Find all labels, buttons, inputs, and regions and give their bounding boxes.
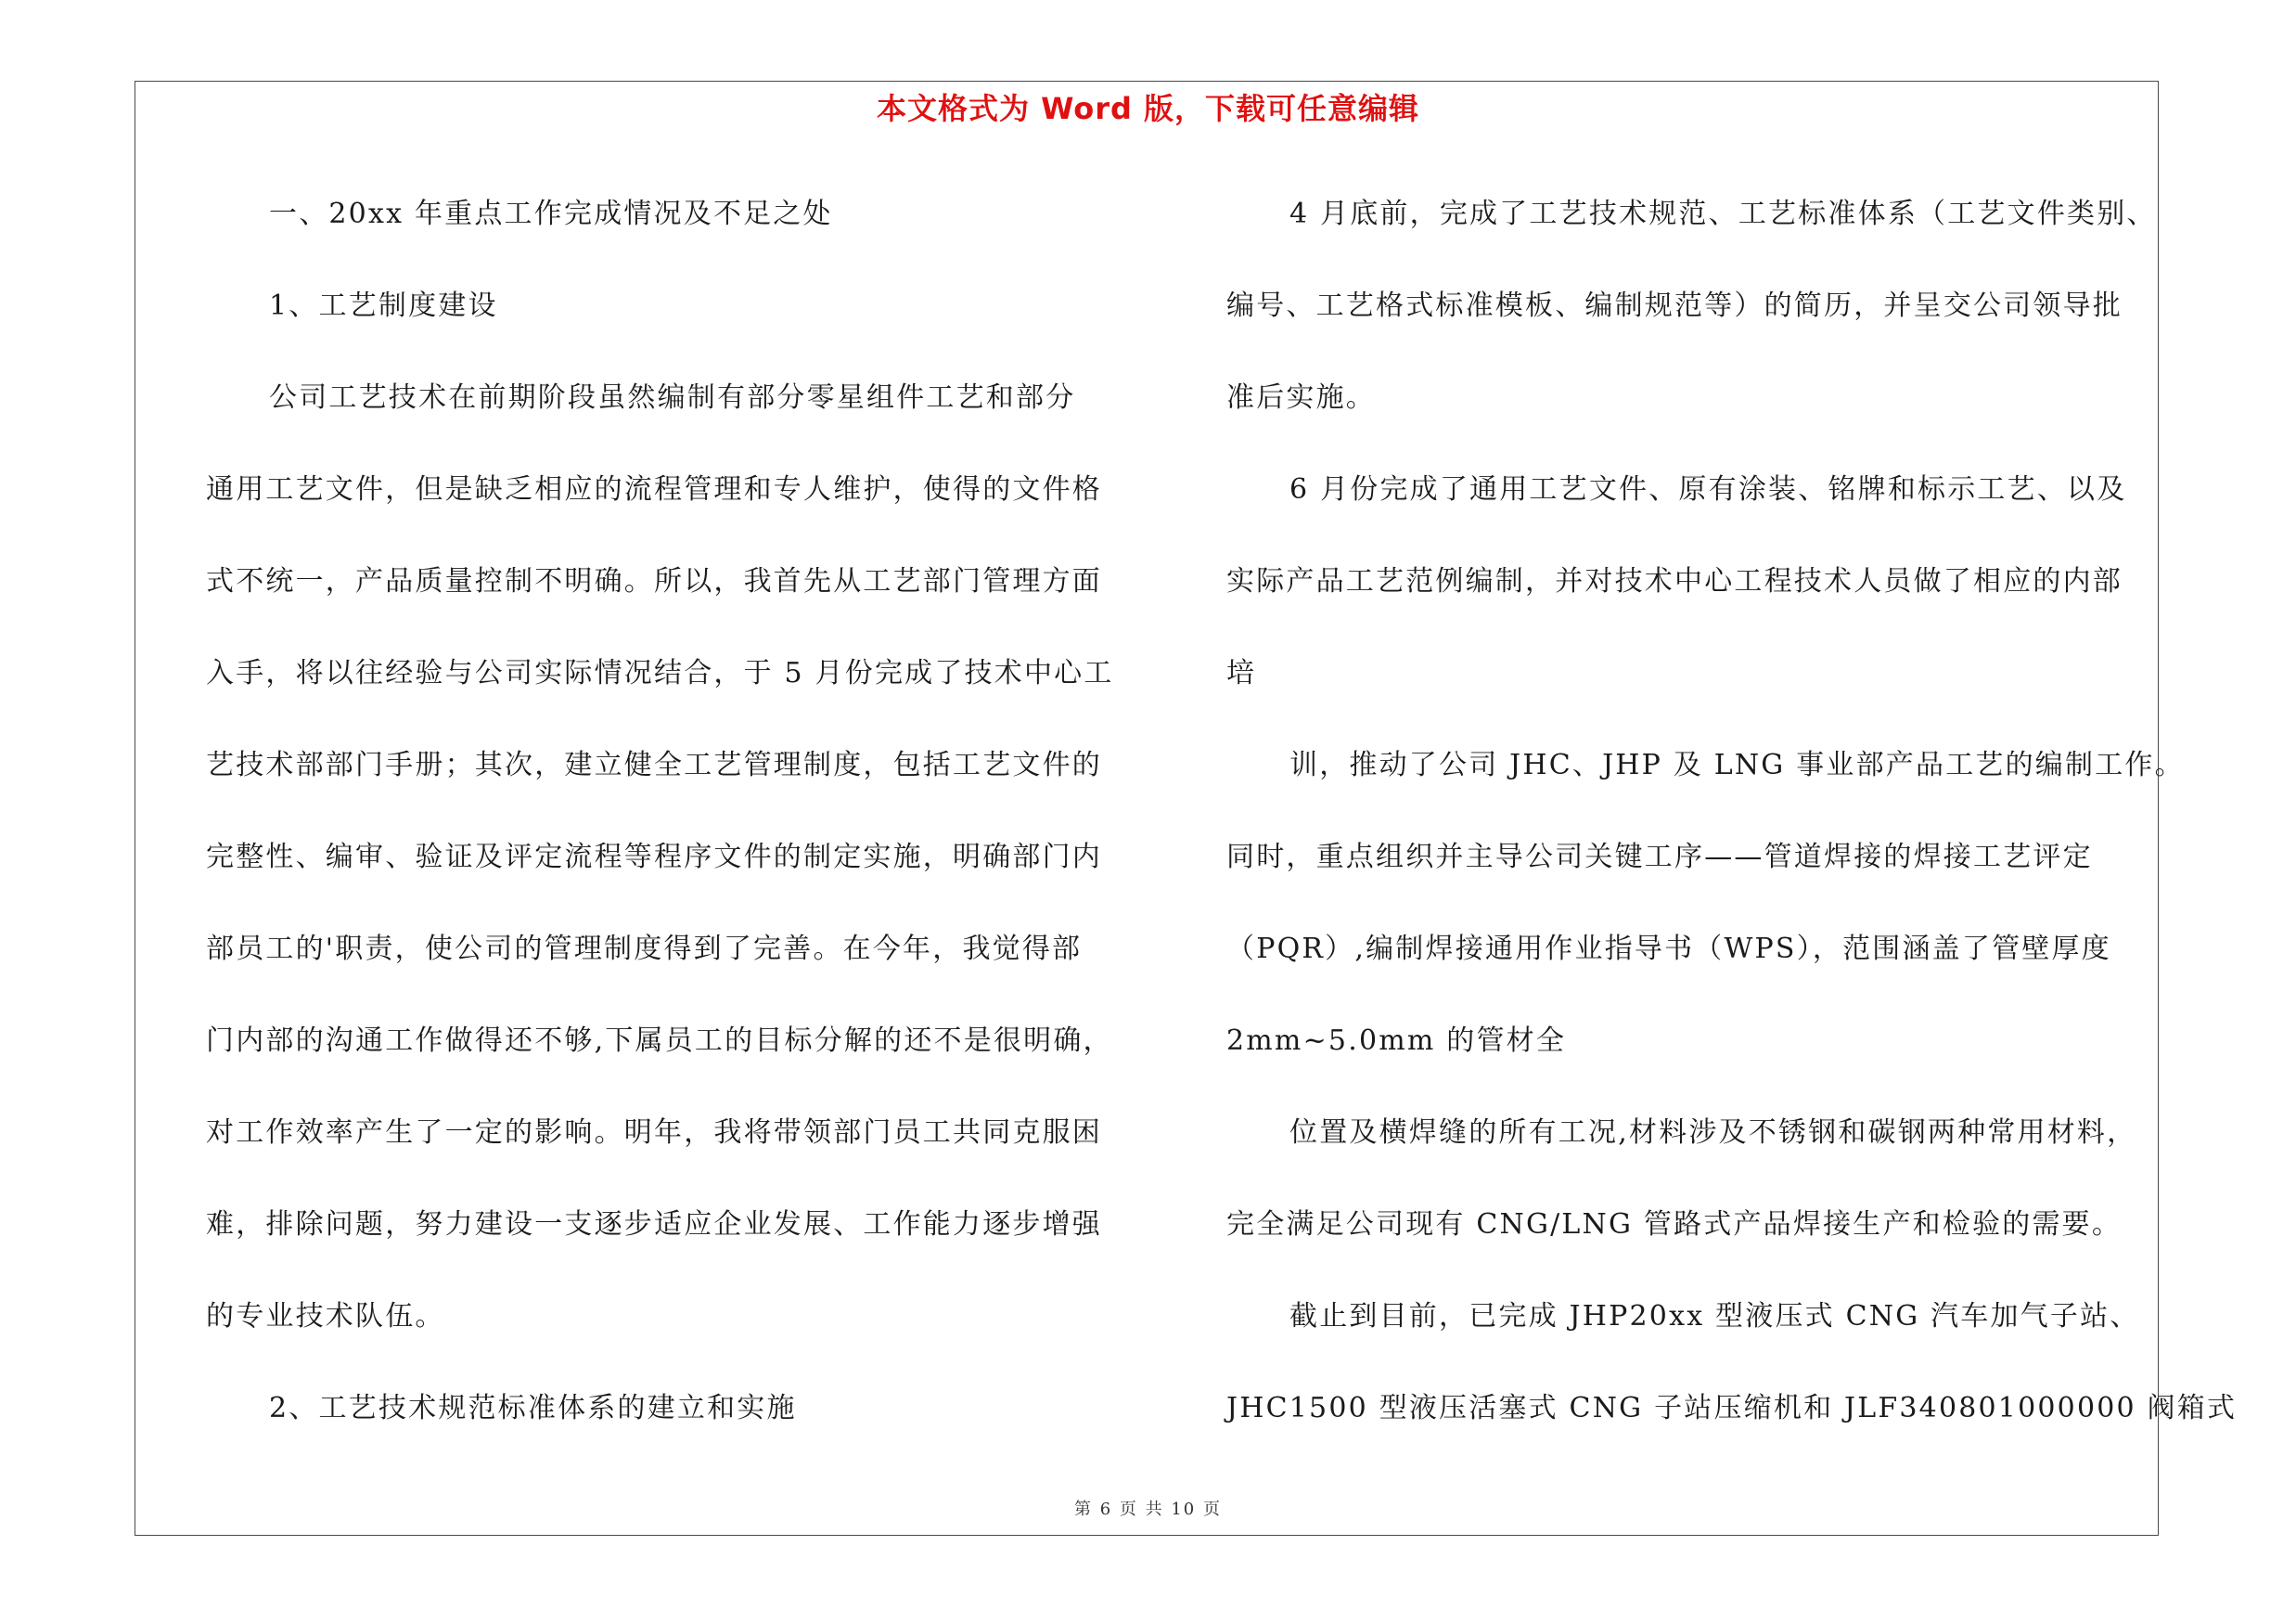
paragraph-line: 培: [1226, 657, 1257, 689]
subsection-heading: 1、工艺制度建设: [269, 290, 498, 322]
paragraph-line: 6 月份完成了通用工艺文件、原有涂装、铭牌和标示工艺、以及: [1289, 473, 2127, 506]
paragraph-line: 通用工艺文件，但是缺乏相应的流程管理和专人维护，使得的文件格: [206, 473, 1102, 506]
paragraph-line: 难，排除问题，努力建设一支逐步适应企业发展、工作能力逐步增强: [206, 1208, 1102, 1241]
paragraph-line: 的专业技术队伍。: [206, 1300, 445, 1333]
paragraph-line: 编号、工艺格式标准模板、编制规范等）的简历，并呈交公司领导批: [1226, 290, 2123, 322]
paragraph-line: 4 月底前，完成了工艺技术规范、工艺标准体系（工艺文件类别、: [1289, 198, 2157, 230]
section-heading: 一、20xx 年重点工作完成情况及不足之处: [269, 198, 833, 230]
paragraph-line: 准后实施。: [1226, 381, 1376, 414]
paragraph-line: （PQR）,编制焊接通用作业指导书（WPS），范围涵盖了管壁厚度: [1226, 933, 2111, 965]
page-number: 第 6 页 共 10 页: [1074, 1500, 1222, 1519]
paragraph-line: 同时，重点组织并主导公司关键工序——管道焊接的焊接工艺评定: [1226, 841, 2093, 873]
paragraph-line: 对工作效率产生了一定的影响。明年，我将带领部门员工共同克服困: [206, 1116, 1102, 1149]
paragraph-line: 完全满足公司现有 CNG/LNG 管路式产品焊接生产和检验的需要。: [1226, 1208, 2123, 1241]
paragraph-line: 公司工艺技术在前期阶段虽然编制有部分零星组件工艺和部分: [269, 381, 1076, 414]
format-notice-banner: 本文格式为 Word 版，下载可任意编辑: [876, 91, 1420, 126]
subsection-heading: 2、工艺技术规范标准体系的建立和实施: [269, 1392, 797, 1424]
paragraph-line: 部员工的'职责，使公司的管理制度得到了完善。在今年，我觉得部: [206, 933, 1083, 965]
paragraph-line: 截止到目前，已完成 JHP20xx 型液压式 CNG 汽车加气子站、: [1289, 1300, 2140, 1333]
paragraph-line: 训，推动了公司 JHC、JHP 及 LNG 事业部产品工艺的编制工作。: [1289, 749, 2185, 781]
paragraph-line: 2mm~5.0mm 的管材全: [1226, 1024, 1567, 1057]
paragraph-line: 艺技术部部门手册；其次，建立健全工艺管理制度，包括工艺文件的: [206, 749, 1102, 781]
paragraph-line: JHC1500 型液压活塞式 CNG 子站压缩机和 JLF340801000000 阀箱式: [1226, 1392, 2238, 1424]
paragraph-line: 门内部的沟通工作做得还不够,下属员工的目标分解的还不是很明确，: [206, 1024, 1113, 1057]
paragraph-line: 式不统一，产品质量控制不明确。所以，我首先从工艺部门管理方面: [206, 565, 1102, 598]
paragraph-line: 完整性、编审、验证及评定流程等程序文件的制定实施，明确部门内: [206, 841, 1102, 873]
paragraph-line: 实际产品工艺范例编制，并对技术中心工程技术人员做了相应的内部: [1226, 565, 2123, 598]
paragraph-line: 入手，将以往经验与公司实际情况结合，于 5 月份完成了技术中心工: [206, 657, 1114, 689]
paragraph-line: 位置及横焊缝的所有工况,材料涉及不锈钢和碳钢两种常用材料，: [1289, 1116, 2137, 1149]
